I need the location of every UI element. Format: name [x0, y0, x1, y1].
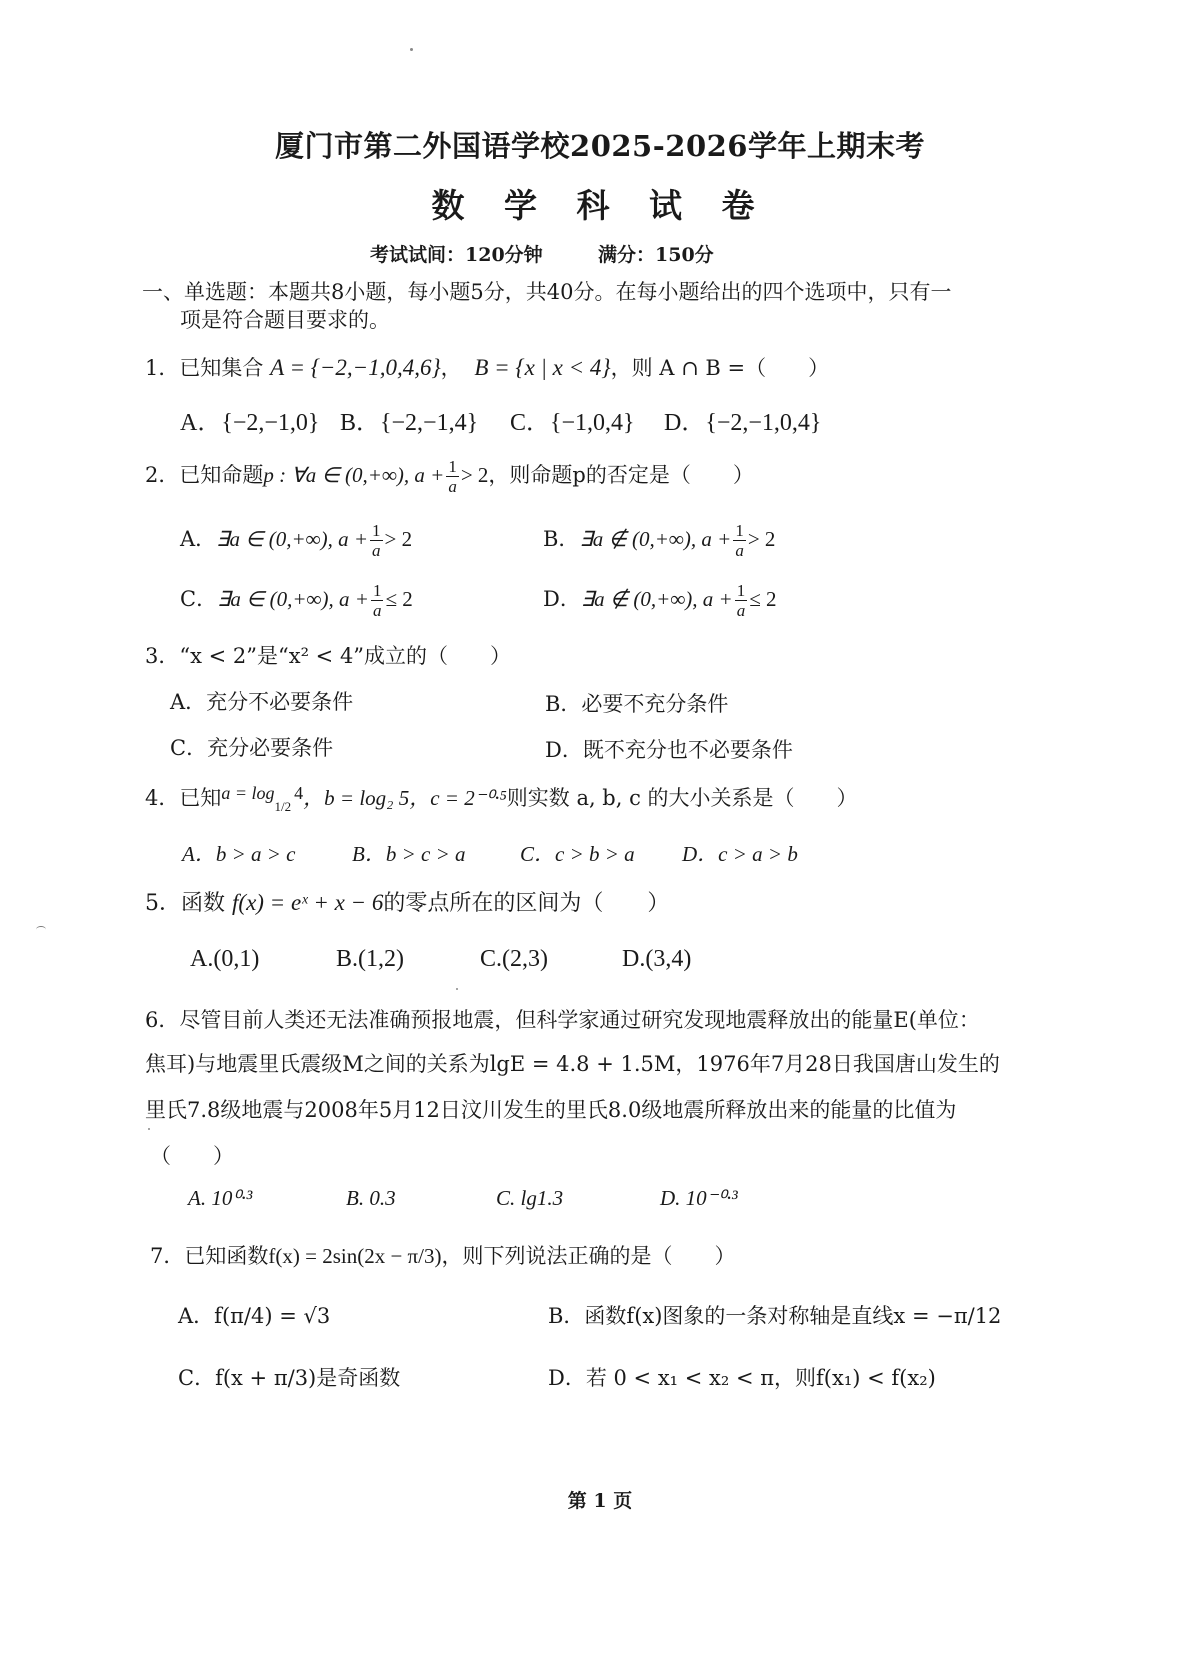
option-label: B．: [543, 527, 580, 551]
question-number: 2．: [145, 463, 180, 487]
fraction: [371, 582, 384, 619]
question-number: 7．: [150, 1244, 185, 1268]
question-number: 3．: [145, 644, 180, 668]
fraction-numerator: 1: [372, 521, 381, 540]
option-a: A．充分不必要条件: [170, 690, 354, 714]
option-c: C．{−1,0,4}: [510, 410, 635, 436]
stem-text: “x < 2”是“x² < 4”成立的（ ）: [179, 644, 512, 668]
fraction: [735, 582, 748, 619]
option-label: A．: [180, 527, 217, 551]
stem-text: 函数: [181, 891, 226, 916]
stem-text: ，则命题p的否定是（ ）: [488, 463, 754, 487]
stem-text: 则实数 a, b, c 的大小关系是（ ）: [506, 786, 858, 810]
option-d: D．c > a > b: [682, 842, 798, 866]
option-d: D．{−2,−1,0,4}: [664, 410, 822, 436]
stem-text: ，: [440, 356, 462, 380]
fraction-denominator: a: [372, 541, 381, 560]
scan-speck: [410, 48, 413, 51]
proposition-tail: > 2: [460, 463, 489, 487]
question-5: [145, 886, 669, 917]
stem-text: 已知命题: [179, 463, 264, 487]
option-d: D.(3,4): [622, 946, 692, 972]
fraction-denominator: a: [372, 601, 382, 620]
stem-text: 已知集合: [179, 356, 264, 380]
section-heading-line1: 一、单选题：本题共8小题，每小题5分，共40分。在每小题给出的四个选项中，只有一: [142, 280, 952, 304]
scan-speck: [456, 988, 458, 990]
fraction: [446, 458, 459, 495]
b-expr: ，b = log₂ 5，: [303, 786, 431, 810]
option-b: B.(1,2): [336, 946, 404, 972]
fraction-denominator: a: [448, 477, 457, 496]
question-4: [145, 782, 858, 815]
option-a: [180, 522, 412, 559]
option-b: [543, 522, 775, 559]
question-6-line2: 焦耳)与地震里氏震级M之间的关系为lgE = 4.8 + 1.5M，1976年7月28日我国唐山发生的: [145, 1052, 1000, 1076]
paper-title: 数 学 科 试 卷: [431, 186, 769, 225]
a-base: 1/2: [274, 799, 292, 814]
option-label: D．: [543, 587, 581, 611]
school-title: 厦门市第二外国语学校2025-2026学年上期末考: [275, 129, 925, 163]
question-6-line3: 里氏7.8级地震与2008年5月12日汶川发生的里氏8.0级地震所释放出来的能量的比值为: [145, 1098, 957, 1122]
option-expr-tail: ≤ 2: [385, 587, 413, 611]
question-2: [145, 458, 754, 495]
set-b: B = {x | x < 4}: [474, 355, 611, 380]
a-arg: 4: [294, 783, 304, 803]
a-expr: a = log: [221, 783, 275, 803]
stem-text: ，则下列说法正确的是（ ）: [441, 1244, 736, 1268]
option-c: [180, 582, 413, 619]
full-score: 满分：150分: [598, 244, 714, 266]
exam-time: 考试试间：120分钟: [370, 244, 543, 266]
stem-text: ，则 A ∩ B =（ ）: [610, 356, 830, 380]
fraction: [370, 522, 383, 559]
proposition-p: p : ∀a ∈ (0,+∞), a +: [263, 463, 445, 487]
question-6-line4: （ ）: [150, 1144, 234, 1168]
fraction-numerator: 1: [372, 581, 382, 600]
option-d: D．既不充分也不必要条件: [545, 738, 793, 762]
option-b: B．函数f(x)图象的一条对称轴是直线x = −π/12: [548, 1304, 1002, 1328]
fraction: [733, 522, 746, 559]
scan-speck: [148, 1128, 150, 1130]
function-expr: f(x) = 2sin(2x − π/3): [268, 1244, 442, 1268]
option-a: A.(0,1): [190, 946, 260, 972]
fraction-numerator: 1: [735, 521, 744, 540]
question-7: [150, 1240, 735, 1270]
question-number: 4．: [145, 786, 180, 810]
option-c: C．c > b > a: [520, 842, 635, 866]
option-expr: ∃a ∈ (0,+∞), a +: [216, 527, 369, 551]
option-expr-tail: > 2: [384, 527, 413, 551]
page-number: 第 1 页: [567, 1490, 633, 1512]
fraction-denominator: a: [735, 541, 744, 560]
question-number: 6．: [145, 1008, 180, 1032]
stem-text: 尽管目前人类还无法准确预报地震，但科学家通过研究发现地震释放出的能量E(单位：: [179, 1008, 980, 1032]
function-expr: f(x) = eˣ + x − 6: [232, 890, 384, 915]
scan-mark: [36, 926, 46, 933]
option-d: [543, 582, 777, 619]
question-1: [145, 352, 829, 382]
option-b: B. 0.3: [346, 1186, 396, 1210]
c-expr: c = 2⁻⁰·⁵: [430, 786, 507, 810]
option-c: C．f(x + π/3)是奇函数: [178, 1366, 401, 1390]
option-b: B．b > c > a: [352, 842, 466, 866]
option-expr: ∃a ∉ (0,+∞), a +: [580, 587, 733, 611]
section-heading-line2: 项是符合题目要求的。: [180, 308, 390, 332]
question-number: 1．: [145, 356, 180, 380]
option-a: A．{−2,−1,0}: [180, 410, 320, 436]
option-a: A．b > a > c: [182, 842, 296, 866]
stem-text: 的零点所在的区间为（ ）: [383, 891, 670, 916]
fraction-numerator: 1: [736, 581, 746, 600]
stem-text: 已知函数: [184, 1244, 269, 1268]
option-c: C.(2,3): [480, 946, 548, 972]
option-b: B．必要不充分条件: [545, 692, 729, 716]
option-d: D. 10⁻⁰·³: [660, 1186, 738, 1210]
option-c: C. lg1.3: [496, 1186, 564, 1210]
fraction-numerator: 1: [448, 457, 457, 476]
option-expr-tail: > 2: [747, 527, 776, 551]
option-a: A．f(π/4) = √3: [178, 1304, 331, 1328]
option-expr: ∃a ∈ (0,+∞), a +: [217, 587, 369, 611]
set-a: A = {−2,−1,0,4,6}: [270, 355, 441, 380]
option-a: A. 10⁰·³: [188, 1186, 253, 1210]
option-expr-tail: ≤ 2: [749, 587, 777, 611]
option-d: D．若 0 < x₁ < x₂ < π，则f(x₁) < f(x₂): [548, 1366, 936, 1390]
stem-text: 已知: [179, 786, 222, 810]
fraction-denominator: a: [736, 601, 746, 620]
option-b: B．{−2,−1,4}: [340, 410, 479, 436]
question-number: 5．: [145, 891, 181, 916]
question-3: [145, 640, 511, 670]
option-c: C．充分必要条件: [170, 736, 334, 760]
option-expr: ∃a ∉ (0,+∞), a +: [579, 527, 732, 551]
question-6-line1: [145, 1004, 980, 1034]
option-label: C．: [180, 587, 218, 611]
